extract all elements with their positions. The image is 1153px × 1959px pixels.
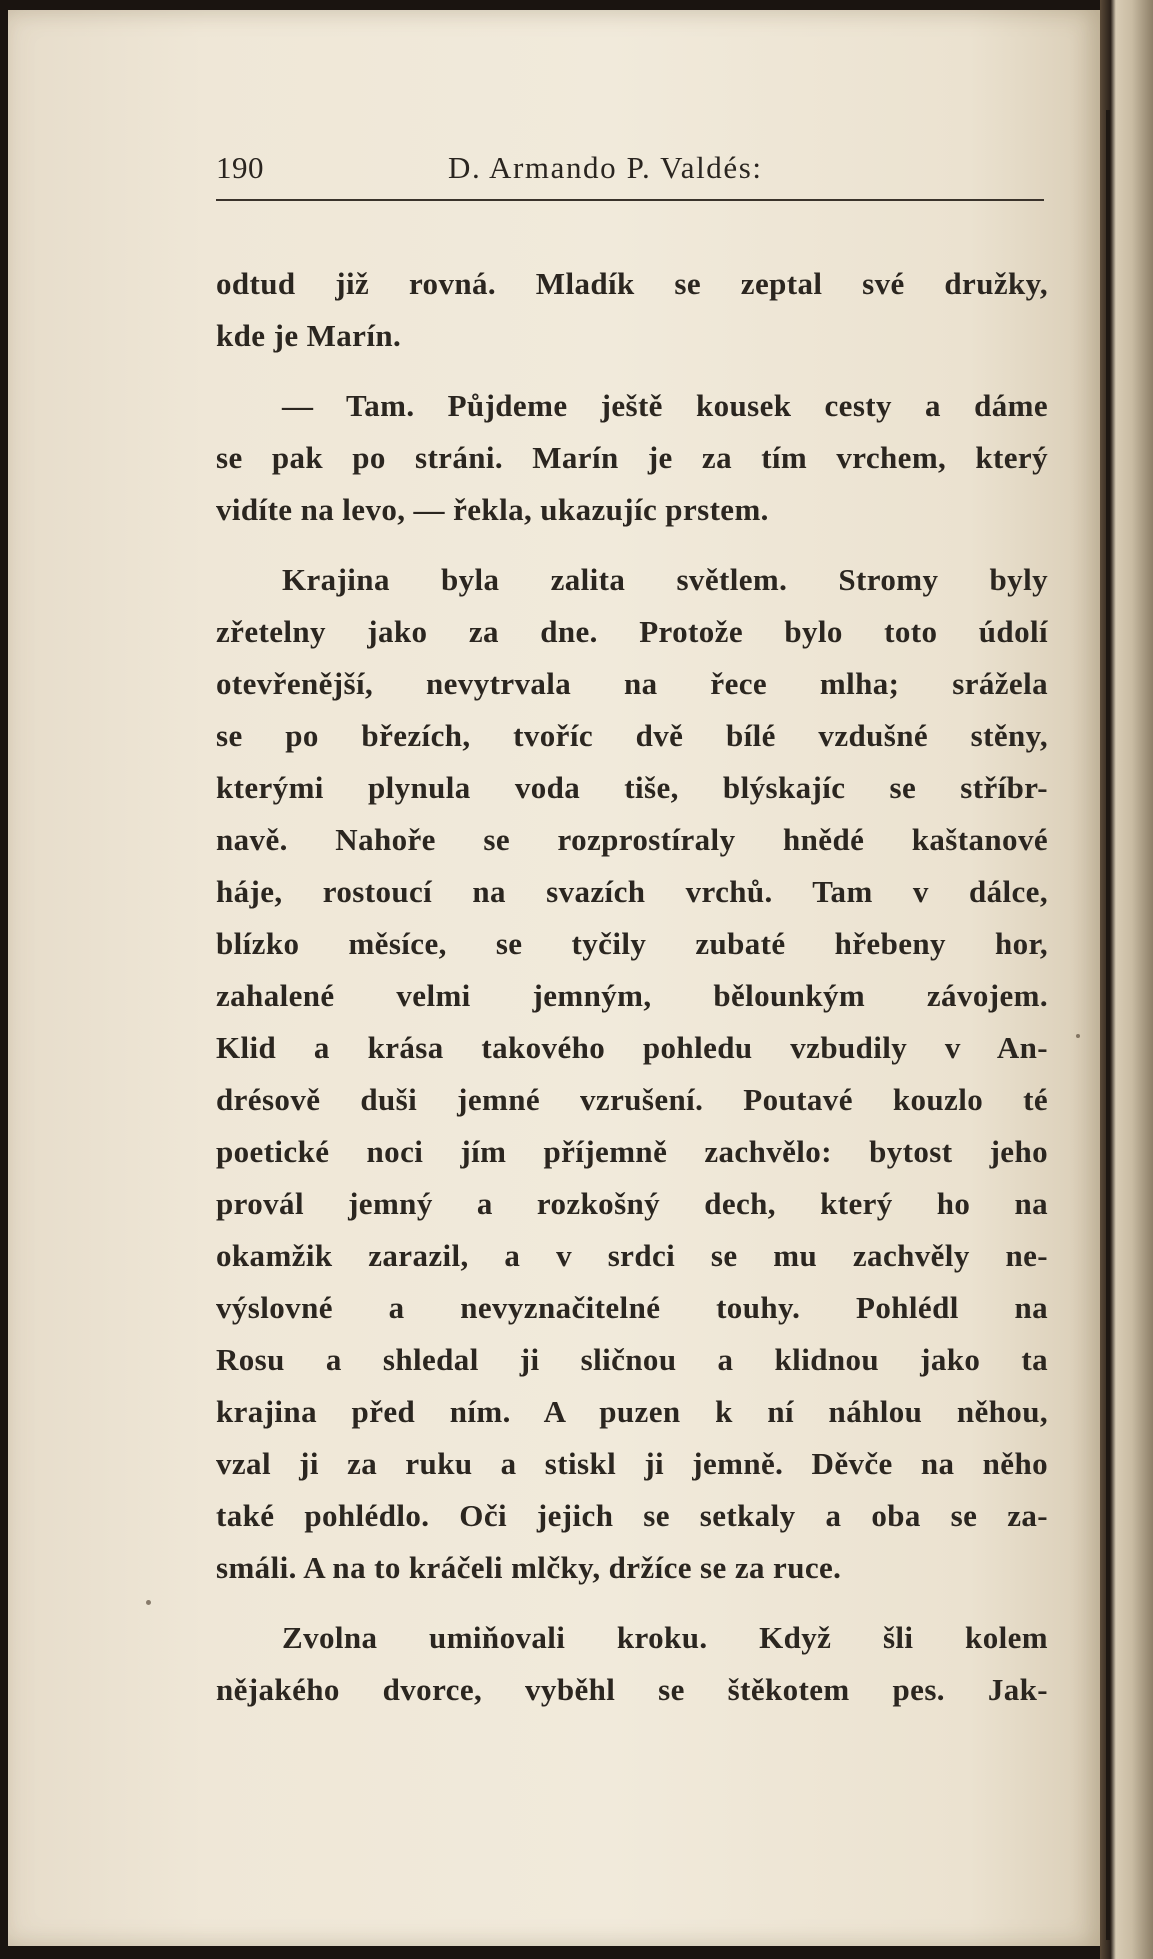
text-line: navě. Nahoře se rozprostíraly hnědé kaštanové (216, 822, 1048, 857)
text-line: blízko měsíce, se tyčily zubaté hřebeny hor, (216, 926, 1048, 961)
paragraph (216, 380, 1048, 536)
text-line: Zvolna umiňovali kroku. Když šli kolem (282, 1620, 1048, 1655)
text-line: výslovné a nevyznačitelné touhy. Pohlédl na (216, 1290, 1048, 1325)
text-line: smáli. A na to kráčeli mlčky, držíce se za ruce. (216, 1550, 842, 1585)
paragraph (216, 258, 1048, 362)
text-line: vzal ji za ruku a stiskl ji jemně. Děvče na něho (216, 1446, 1048, 1481)
text-line: poetické noci jím příjemně zachvělo: bytost jeho (216, 1134, 1048, 1169)
binding-shadow-line (1106, 110, 1110, 1940)
text-line: se pak po stráni. Marín je za tím vrchem, který (216, 440, 1048, 475)
running-head: D. Armando P. Valdés: (448, 150, 763, 185)
text-line: se po březích, tvoříc dvě bílé vzdušné stěny, (216, 718, 1048, 753)
paragraph (216, 554, 1048, 1594)
text-line: nějakého dvorce, vyběhl se štěkotem pes. Jak- (216, 1672, 1048, 1707)
text-line: zřetelny jako za dne. Protože bylo toto údolí (216, 614, 1048, 649)
text-line: háje, rostoucí na svazích vrchů. Tam v dálce, (216, 874, 1048, 909)
paragraph (216, 1612, 1048, 1716)
text-line: zahalené velmi jemným, bělounkým závojem. (216, 978, 1048, 1013)
text-line: kde je Marín. (216, 318, 402, 353)
body-text (216, 258, 1048, 1716)
text-line: vidíte na levo, — řekla, ukazujíc prstem. (216, 492, 769, 527)
page-header (216, 150, 1044, 190)
paper-speck (146, 1600, 151, 1605)
paper-speck (1076, 1034, 1080, 1038)
text-line: kterými plynula voda tiše, blýskajíc se stříbr- (216, 770, 1048, 805)
text-line: drésově duši jemné vzrušení. Poutavé kouzlo té (216, 1082, 1048, 1117)
text-line: Krajina byla zalita světlem. Stromy byly (282, 562, 1048, 597)
text-line: Klid a krása takového pohledu vzbudily v An- (216, 1030, 1048, 1065)
text-line: také pohlédlo. Oči jejich se setkaly a oba se za- (216, 1498, 1048, 1533)
text-line: — Tam. Půjdeme ještě kousek cesty a dáme (282, 388, 1048, 423)
paragraph-gap (216, 536, 1048, 554)
text-line: odtud již rovná. Mladík se zeptal své družky, (216, 266, 1048, 301)
paragraph-gap (216, 1594, 1048, 1612)
text-line: otevřenější, nevytrvala na řece mlha; srážela (216, 666, 1048, 701)
paragraph-gap (216, 362, 1048, 380)
header-rule (216, 199, 1044, 201)
text-line: Rosu a shledal ji sličnou a klidnou jako ta (216, 1342, 1048, 1377)
text-line: krajina před ním. A puzen k ní náhlou něhou, (216, 1394, 1048, 1429)
text-line: okamžik zarazil, a v srdci se mu zachvěly ne- (216, 1238, 1048, 1273)
text-line: provál jemný a rozkošný dech, který ho na (216, 1186, 1048, 1221)
page-number: 190 (216, 150, 264, 185)
